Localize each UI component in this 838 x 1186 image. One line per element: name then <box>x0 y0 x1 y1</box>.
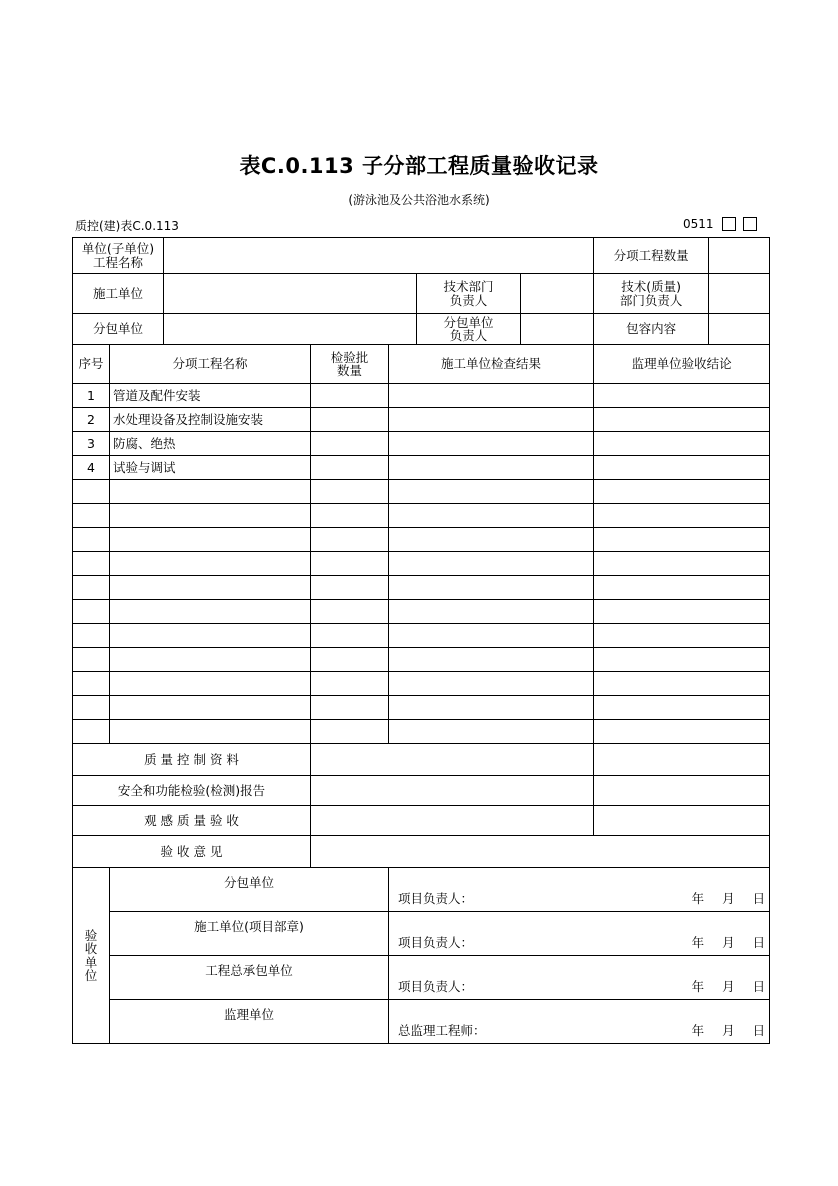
row-check-result[interactable] <box>389 480 594 504</box>
row-batch-count[interactable] <box>311 696 389 720</box>
row-batch-count[interactable] <box>311 648 389 672</box>
signer-label: 项目负责人： <box>398 978 474 994</box>
row-batch-count[interactable] <box>311 672 389 696</box>
row-check-result[interactable] <box>389 528 594 552</box>
safety-report-label: 安全和功能检验(检测)报告 <box>73 776 311 806</box>
row-batch-count[interactable] <box>311 504 389 528</box>
acceptance-row <box>73 1000 770 1044</box>
row-supervision-conclusion[interactable] <box>594 552 770 576</box>
project-name-label: 单位(子单位) 工程名称 <box>73 238 164 274</box>
row-supervision-conclusion[interactable] <box>594 696 770 720</box>
col-seq-header: 序号 <box>73 345 110 384</box>
quality-docs-row <box>73 744 770 776</box>
row-check-result[interactable] <box>389 624 594 648</box>
signer-label: 总监理工程师： <box>398 1022 486 1038</box>
table-row <box>73 720 770 744</box>
page-subtitle: (游泳池及公共浴池水系统) <box>348 193 490 207</box>
serial-checkbox-2[interactable] <box>743 217 757 231</box>
row-batch-count[interactable] <box>311 408 389 432</box>
row-seq <box>73 648 110 672</box>
table-row <box>73 576 770 600</box>
column-header-row <box>73 345 770 384</box>
row-seq <box>73 672 110 696</box>
header-row-project <box>73 238 770 274</box>
row-supervision-conclusion[interactable] <box>594 672 770 696</box>
project-name-field[interactable] <box>164 238 594 274</box>
row-item-name[interactable] <box>110 480 311 504</box>
acceptance-unit-name: 工程总承包单位 <box>110 956 389 1000</box>
row-seq <box>73 624 110 648</box>
safety-report-result[interactable] <box>311 776 594 806</box>
quality-dept-label: 技术(质量) 部门负责人 <box>594 274 709 314</box>
acceptance-signature-field[interactable] <box>389 1000 770 1044</box>
row-seq <box>73 696 110 720</box>
safety-report-row <box>73 776 770 806</box>
row-check-result[interactable] <box>389 552 594 576</box>
row-batch-count[interactable] <box>311 624 389 648</box>
row-supervision-conclusion[interactable] <box>594 528 770 552</box>
row-batch-count[interactable] <box>311 480 389 504</box>
row-seq <box>73 504 110 528</box>
quality-docs-result[interactable] <box>311 744 594 776</box>
col-item-name-header: 分项工程名称 <box>110 345 311 384</box>
acceptance-unit-label <box>73 868 110 1044</box>
tech-dept-field[interactable] <box>521 274 594 314</box>
table-row <box>73 696 770 720</box>
contractor-field[interactable] <box>164 274 417 314</box>
table-row <box>73 384 770 408</box>
date-label: 年 月 日 <box>691 934 766 950</box>
row-supervision-conclusion[interactable] <box>594 576 770 600</box>
date-label: 年 月 日 <box>691 890 766 906</box>
row-supervision-conclusion[interactable] <box>594 624 770 648</box>
row-check-result[interactable] <box>389 600 594 624</box>
opinion-label: 验 收 意 见 <box>73 836 311 868</box>
row-check-result[interactable] <box>389 456 594 480</box>
row-item-name[interactable] <box>110 648 311 672</box>
acceptance-signature-field[interactable] <box>389 956 770 1000</box>
date-label: 年 月 日 <box>691 978 766 994</box>
acceptance-label-char: 单 <box>84 954 98 970</box>
table-row <box>73 552 770 576</box>
item-count-label: 分项工程数量 <box>594 238 709 274</box>
sub-lead-field[interactable] <box>521 314 594 345</box>
safety-report-conclusion[interactable] <box>594 776 770 806</box>
table-row <box>73 408 770 432</box>
subcontractor-label: 分包单位 <box>73 314 164 345</box>
row-check-result[interactable] <box>389 720 594 744</box>
row-batch-count[interactable] <box>311 528 389 552</box>
table-row <box>73 600 770 624</box>
table-row <box>73 672 770 696</box>
acceptance-unit-name: 监理单位 <box>110 1000 389 1044</box>
row-item-name[interactable] <box>110 552 311 576</box>
col-check-result-header: 施工单位检查结果 <box>389 345 594 384</box>
row-item-name[interactable] <box>110 504 311 528</box>
item-count-field[interactable] <box>709 238 770 274</box>
page-title: 表C.0.113 子分部工程质量验收记录 <box>239 154 599 178</box>
row-seq: 4 <box>73 456 110 480</box>
row-batch-count[interactable] <box>311 432 389 456</box>
table-row <box>73 624 770 648</box>
tech-dept-label: 技术部门 负责人 <box>417 274 521 314</box>
row-seq <box>73 480 110 504</box>
row-supervision-conclusion[interactable] <box>594 384 770 408</box>
quality-docs-conclusion[interactable] <box>594 744 770 776</box>
row-seq <box>73 720 110 744</box>
row-item-name[interactable] <box>110 720 311 744</box>
row-supervision-conclusion[interactable] <box>594 648 770 672</box>
acceptance-record-table <box>72 237 770 1044</box>
serial-number <box>683 217 757 231</box>
row-supervision-conclusion[interactable] <box>594 456 770 480</box>
row-check-result[interactable] <box>389 672 594 696</box>
row-seq <box>73 528 110 552</box>
acceptance-unit-name: 分包单位 <box>110 868 389 912</box>
scope-field[interactable] <box>709 314 770 345</box>
row-item-name[interactable] <box>110 672 311 696</box>
table-row <box>73 528 770 552</box>
quality-docs-label: 质 量 控 制 资 料 <box>73 744 311 776</box>
header-row-contractor <box>73 274 770 314</box>
signer-label: 项目负责人： <box>398 890 474 906</box>
signer-label: 项目负责人： <box>398 934 474 950</box>
row-supervision-conclusion[interactable] <box>594 504 770 528</box>
acceptance-row <box>73 956 770 1000</box>
row-seq: 3 <box>73 432 110 456</box>
quality-dept-field[interactable] <box>709 274 770 314</box>
row-seq: 1 <box>73 384 110 408</box>
row-check-result[interactable] <box>389 648 594 672</box>
row-item-name[interactable] <box>110 624 311 648</box>
acceptance-row <box>73 868 770 912</box>
row-seq <box>73 552 110 576</box>
serial-checkbox-1[interactable] <box>722 217 736 231</box>
table-row <box>73 648 770 672</box>
row-check-result[interactable] <box>389 576 594 600</box>
row-item-name[interactable] <box>110 576 311 600</box>
row-item-name[interactable]: 水处理设备及控制设施安装 <box>110 408 311 432</box>
row-supervision-conclusion[interactable] <box>594 432 770 456</box>
acceptance-label-char: 收 <box>84 941 98 957</box>
appearance-acceptance-conclusion[interactable] <box>594 806 770 836</box>
table-row <box>73 504 770 528</box>
row-item-name[interactable] <box>110 696 311 720</box>
contractor-label: 施工单位 <box>73 274 164 314</box>
appearance-acceptance-label: 观 感 质 量 验 收 <box>73 806 311 836</box>
row-seq: 2 <box>73 408 110 432</box>
opinion-row <box>73 836 770 868</box>
acceptance-signature-field[interactable] <box>389 868 770 912</box>
row-batch-count[interactable] <box>311 552 389 576</box>
row-item-name[interactable] <box>110 528 311 552</box>
row-item-name[interactable]: 试验与调试 <box>110 456 311 480</box>
row-seq <box>73 600 110 624</box>
appearance-acceptance-row <box>73 806 770 836</box>
serial-number-text: 0511 <box>683 217 714 231</box>
sub-lead-label: 分包单位 负责人 <box>417 314 521 345</box>
row-check-result[interactable] <box>389 504 594 528</box>
row-batch-count[interactable] <box>311 720 389 744</box>
acceptance-signature-field[interactable] <box>389 912 770 956</box>
row-batch-count[interactable] <box>311 600 389 624</box>
row-check-result[interactable] <box>389 432 594 456</box>
row-item-name[interactable] <box>110 600 311 624</box>
opinion-field[interactable] <box>311 836 770 868</box>
table-row <box>73 456 770 480</box>
row-supervision-conclusion[interactable] <box>594 408 770 432</box>
acceptance-row <box>73 912 770 956</box>
row-supervision-conclusion[interactable] <box>594 720 770 744</box>
row-supervision-conclusion[interactable] <box>594 480 770 504</box>
row-supervision-conclusion[interactable] <box>594 600 770 624</box>
row-seq <box>73 576 110 600</box>
acceptance-label-char: 验 <box>84 928 98 944</box>
scope-label: 包容内容 <box>594 314 709 345</box>
col-batch-count-header: 检验批 数量 <box>311 345 389 384</box>
subcontractor-field[interactable] <box>164 314 417 345</box>
acceptance-unit-name: 施工单位(项目部章) <box>110 912 389 956</box>
table-row <box>73 480 770 504</box>
date-label: 年 月 日 <box>691 1022 766 1038</box>
row-item-name[interactable]: 管道及配件安装 <box>110 384 311 408</box>
row-item-name[interactable]: 防腐、绝热 <box>110 432 311 456</box>
row-check-result[interactable] <box>389 384 594 408</box>
col-supervision-header: 监理单位验收结论 <box>594 345 770 384</box>
row-batch-count[interactable] <box>311 384 389 408</box>
row-check-result[interactable] <box>389 408 594 432</box>
row-check-result[interactable] <box>389 696 594 720</box>
header-row-subcontractor <box>73 314 770 345</box>
row-batch-count[interactable] <box>311 456 389 480</box>
acceptance-label-char: 位 <box>84 967 98 983</box>
appearance-acceptance-result[interactable] <box>311 806 594 836</box>
table-row <box>73 432 770 456</box>
row-batch-count[interactable] <box>311 576 389 600</box>
form-code: 质控(建)表C.0.113 <box>75 219 179 233</box>
